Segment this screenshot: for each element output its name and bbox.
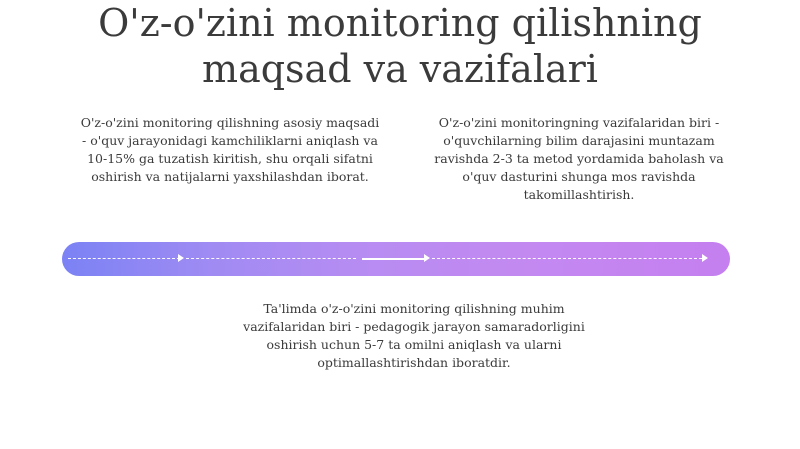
timeline-dashed-segment-3 <box>432 258 702 259</box>
slide-title <box>0 0 800 92</box>
arrow-right-icon <box>702 254 708 262</box>
timeline-bar <box>62 242 730 276</box>
importance-text-block: Ta'limda o'z-o'zini monitoring qilishning muhim vazifalaridan biri - pedagogik jarayon samaradorligini oshirish uchun 5-7 ta omilni aniqlash va ularni optimallashtirishdan iboratdir. <box>243 301 585 370</box>
timeline-dashed-segment-2 <box>186 258 356 259</box>
arrow-right-icon <box>424 254 430 262</box>
goal-text-block: O'z-o'zini monitoring qilishning asosiy maqsadi - o'quv jarayonidagi kamchiliklarni aniqlash va 10-15% ga tuzatish kiritish, shu orqali sifatni oshirish va natijalarni yaxshilashdan iborat. <box>80 115 380 184</box>
arrow-right-icon <box>178 254 184 262</box>
title-line-2: maqsad va vazifalari <box>202 47 598 91</box>
timeline-solid-segment <box>362 258 426 260</box>
title-line-1: O'z-o'zini monitoring qilishning <box>98 1 702 45</box>
timeline-dashed-segment-1 <box>68 258 180 259</box>
task-text-block: O'z-o'zini monitoringning vazifalaridan biri - o'quvchilarning bilim darajasini muntazam ravishda 2-3 ta metod yordamida baholash va o'quv dasturini shunga mos ravishda takomillashtirish. <box>434 115 724 202</box>
